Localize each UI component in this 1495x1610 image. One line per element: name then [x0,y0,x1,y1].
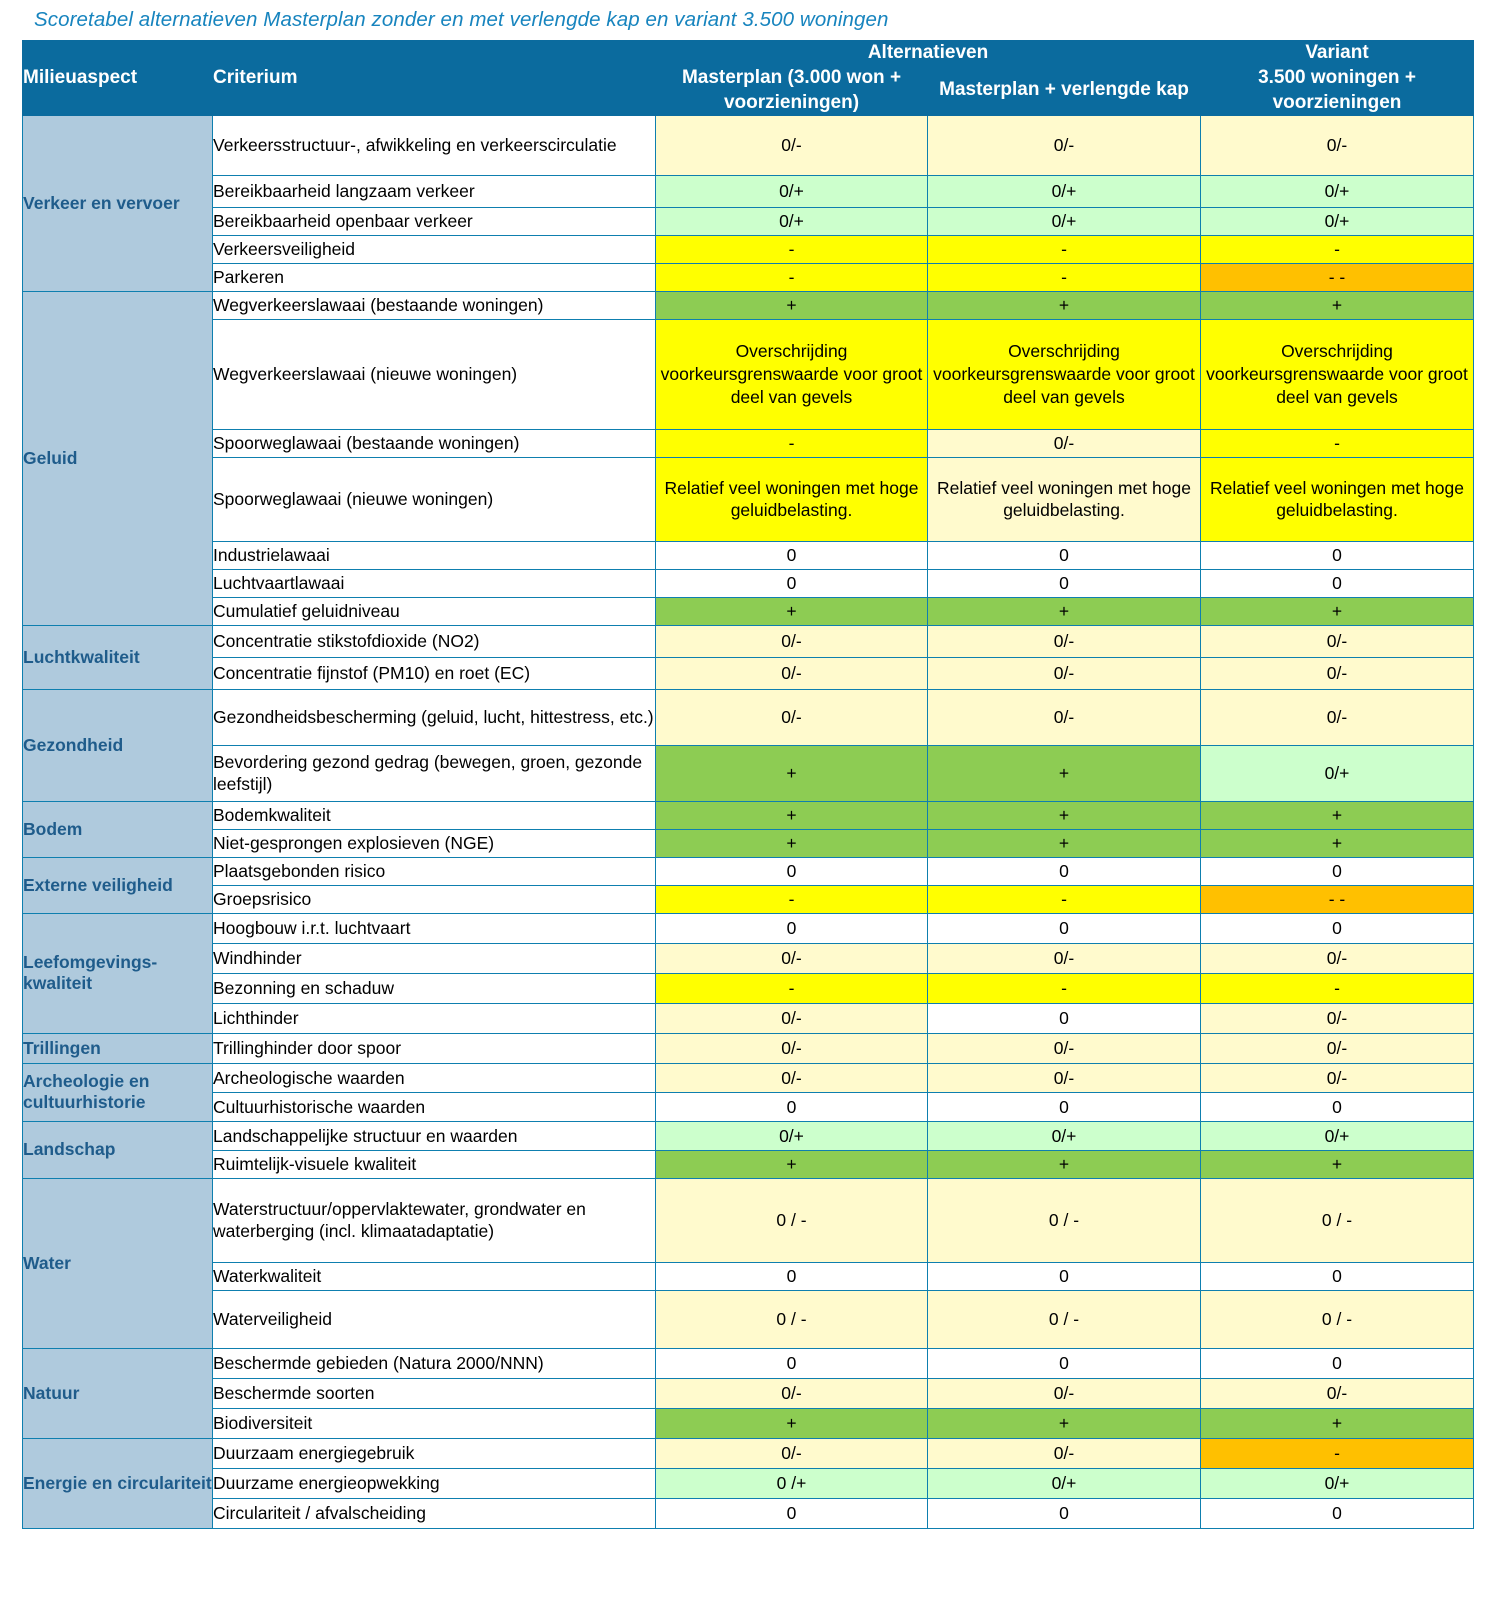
aspect-cell-trillingen: Trillingen [23,1033,213,1063]
criterium-cell: Circulariteit / afvalscheiding [213,1498,656,1528]
criterium-cell: Bezonning en schaduw [213,973,656,1003]
score-cell: Relatief veel woningen met hoge geluidbelasting. [656,457,928,541]
score-cell: 0/- [656,657,928,689]
score-cell: - [656,885,928,913]
aspect-cell-natuur: Natuur [23,1348,213,1438]
table-row [23,1438,1474,1468]
aspect-cell-archeologie-en-cultuurhistorie: Archeologie en cultuurhistorie [23,1063,213,1121]
criterium-cell: Luchtvaartlawaai [213,569,656,597]
score-cell: 0/+ [928,1468,1201,1498]
score-cell: 0 [656,1498,928,1528]
table-row [23,745,1474,801]
score-cell: 0 [1201,1092,1474,1121]
score-cell: Overschrijding voorkeursgrenswaarde voor groot deel van gevels [1201,319,1474,429]
table-row [23,597,1474,625]
criterium-cell: Lichthinder [213,1003,656,1033]
score-cell: 0/- [1201,943,1474,973]
score-cell: 0 [928,913,1201,943]
score-cell: 0 [928,857,1201,885]
score-cell: + [1201,597,1474,625]
criterium-cell: Gezondheidsbescherming (geluid, lucht, hittestress, etc.) [213,689,656,745]
score-cell: 0/+ [656,175,928,207]
table-row [23,625,1474,657]
score-cell: 0 / - [1201,1178,1474,1262]
criterium-cell: Wegverkeerslawaai (bestaande woningen) [213,291,656,319]
scoretabel [22,40,1474,1529]
score-cell: 0/- [656,689,928,745]
score-cell: 0/- [928,689,1201,745]
criterium-cell: Waterkwaliteit [213,1262,656,1290]
table-row [23,1378,1474,1408]
score-cell: + [928,801,1201,829]
table-row [23,1150,1474,1178]
table-row [23,457,1474,541]
score-cell: 0/- [928,429,1201,457]
score-cell: 0 [656,1262,928,1290]
table-row [23,541,1474,569]
score-cell: 0 [1201,1348,1474,1378]
score-cell: + [1201,801,1474,829]
score-cell: 0/- [656,1033,928,1063]
score-cell: + [1201,1150,1474,1178]
score-cell: 0/- [928,1033,1201,1063]
header-row-group [23,41,1474,66]
criterium-cell: Bodemkwaliteit [213,801,656,829]
criterium-cell: Niet-gesprongen explosieven (NGE) [213,829,656,857]
score-cell: 0 [1201,1262,1474,1290]
table-row [23,1003,1474,1033]
score-cell: 0/+ [1201,1121,1474,1150]
table-row [23,1262,1474,1290]
score-cell: + [656,1408,928,1438]
table-row [23,319,1474,429]
score-cell: + [656,745,928,801]
score-cell: 0 [928,1003,1201,1033]
score-cell: 0 [928,569,1201,597]
aspect-cell-landschap: Landschap [23,1121,213,1178]
table-row [23,429,1474,457]
criterium-cell: Hoogbouw i.r.t. luchtvaart [213,913,656,943]
score-cell: 0/- [1201,1378,1474,1408]
score-cell: 0/+ [656,1121,928,1150]
score-cell: 0/- [928,1438,1201,1468]
score-cell: 0 [656,857,928,885]
score-cell: 0/+ [656,207,928,235]
score-cell: 0/- [1201,1063,1474,1092]
table-row [23,801,1474,829]
score-cell: 0/- [656,625,928,657]
table-row [23,1092,1474,1121]
aspect-cell-leefomgevings-kwaliteit: Leefomgevings-kwaliteit [23,913,213,1033]
table-row [23,943,1474,973]
score-cell: - [928,235,1201,263]
criterium-cell: Concentratie fijnstof (PM10) en roet (EC) [213,657,656,689]
score-cell: 0/- [656,943,928,973]
criterium-cell: Bereikbaarheid openbaar verkeer [213,207,656,235]
score-cell: Relatief veel woningen met hoge geluidbelasting. [1201,457,1474,541]
criterium-cell: Spoorweglawaai (nieuwe woningen) [213,457,656,541]
criterium-cell: Groepsrisico [213,885,656,913]
table-row [23,175,1474,207]
score-cell: Overschrijding voorkeursgrenswaarde voor groot deel van gevels [656,319,928,429]
header-group-alternatieven: Alternatieven [656,41,1201,66]
criterium-cell: Parkeren [213,263,656,291]
score-cell: 0/- [656,1378,928,1408]
criterium-cell: Duurzame energieopwekking [213,1468,656,1498]
score-cell: 0/- [656,115,928,175]
score-cell: - - [1201,885,1474,913]
score-cell: + [928,597,1201,625]
score-cell: 0 / - [928,1290,1201,1348]
score-cell: 0/+ [1201,745,1474,801]
table-row [23,1290,1474,1348]
score-cell: 0 [656,541,928,569]
score-cell: 0/+ [1201,207,1474,235]
score-cell: 0/+ [928,207,1201,235]
score-cell: 0/- [656,1438,928,1468]
header-col-masterplan-verlengde-kap: Masterplan + verlengde kap [928,66,1201,116]
criterium-cell: Wegverkeerslawaai (nieuwe woningen) [213,319,656,429]
score-cell: 0 [1201,857,1474,885]
score-cell: - [656,429,928,457]
score-cell: 0 / - [656,1178,928,1262]
criterium-cell: Bereikbaarheid langzaam verkeer [213,175,656,207]
score-cell: - - [1201,263,1474,291]
header-col-masterplan-3000: Masterplan (3.000 won + voorzieningen) [656,66,928,116]
score-cell: + [928,1408,1201,1438]
aspect-cell-geluid: Geluid [23,291,213,625]
score-cell: + [656,597,928,625]
table-row [23,263,1474,291]
score-cell: 0 [928,1092,1201,1121]
score-cell: 0 [1201,569,1474,597]
table-row [23,1348,1474,1378]
score-cell: 0/- [1201,657,1474,689]
table-row [23,1468,1474,1498]
header-criterium: Criterium [213,41,656,116]
header-col-variant-3500: 3.500 woningen + voorzieningen [1201,66,1474,116]
criterium-cell: Waterveiligheid [213,1290,656,1348]
score-cell: 0 [1201,1498,1474,1528]
score-cell: + [656,291,928,319]
table-row [23,689,1474,745]
score-cell: 0/- [1201,115,1474,175]
criterium-cell: Duurzaam energiegebruik [213,1438,656,1468]
score-cell: 0 [1201,913,1474,943]
score-cell: 0 [1201,541,1474,569]
score-cell: 0/- [1201,625,1474,657]
score-cell: 0/- [928,115,1201,175]
criterium-cell: Bevordering gezond gedrag (bewegen, groen, gezonde leefstijl) [213,745,656,801]
table-row [23,1121,1474,1150]
score-cell: 0/- [1201,1003,1474,1033]
score-cell: - [928,885,1201,913]
score-cell: 0/- [928,1063,1201,1092]
score-cell: 0 / - [656,1290,928,1348]
criterium-cell: Industrielawaai [213,541,656,569]
criterium-cell: Beschermde gebieden (Natura 2000/NNN) [213,1348,656,1378]
score-cell: + [1201,291,1474,319]
score-cell: 0/+ [1201,175,1474,207]
score-cell: - [1201,973,1474,1003]
criterium-cell: Plaatsgebonden risico [213,857,656,885]
table-header [23,41,1474,116]
score-cell: - [1201,429,1474,457]
table-row [23,569,1474,597]
criterium-cell: Landschappelijke structuur en waarden [213,1121,656,1150]
table-row [23,291,1474,319]
score-cell: - [1201,235,1474,263]
table-body [23,115,1474,1528]
score-cell: - [928,973,1201,1003]
aspect-cell-verkeer-en-vervoer: Verkeer en vervoer [23,115,213,291]
table-row [23,913,1474,943]
table-row [23,885,1474,913]
table-row [23,973,1474,1003]
criterium-cell: Cultuurhistorische waarden [213,1092,656,1121]
score-cell: 0 [656,1348,928,1378]
aspect-cell-luchtkwaliteit: Luchtkwaliteit [23,625,213,689]
score-cell: + [928,745,1201,801]
criterium-cell: Verkeersveiligheid [213,235,656,263]
score-cell: 0/+ [928,175,1201,207]
score-cell: - [1201,1438,1474,1468]
score-cell: - [928,263,1201,291]
table-row [23,1063,1474,1092]
score-cell: 0/- [1201,689,1474,745]
aspect-cell-bodem: Bodem [23,801,213,857]
score-cell: 0/+ [928,1121,1201,1150]
table-row [23,1033,1474,1063]
score-cell: 0/- [656,1003,928,1033]
score-cell: 0 [656,1092,928,1121]
score-cell: 0 [928,1262,1201,1290]
score-cell: + [1201,829,1474,857]
score-cell: 0 / - [1201,1290,1474,1348]
criterium-cell: Archeologische waarden [213,1063,656,1092]
criterium-cell: Biodiversiteit [213,1408,656,1438]
table-row [23,829,1474,857]
table-caption: Scoretabel alternatieven Masterplan zonder en met verlengde kap en variant 3.500 woningen [34,8,889,31]
aspect-cell-gezondheid: Gezondheid [23,689,213,801]
score-cell: 0 [928,1348,1201,1378]
score-cell: 0/- [1201,1033,1474,1063]
criterium-cell: Waterstructuur/oppervlaktewater, grondwater en waterberging (incl. klimaatadaptatie) [213,1178,656,1262]
table-row [23,1498,1474,1528]
table-row [23,857,1474,885]
score-cell: 0/- [928,943,1201,973]
aspect-cell-energie-en-circulariteit: Energie en circulariteit [23,1438,213,1528]
aspect-cell-externe-veiligheid: Externe veiligheid [23,857,213,913]
table-row [23,657,1474,689]
criterium-cell: Windhinder [213,943,656,973]
score-cell: - [656,263,928,291]
score-cell: 0 /+ [656,1468,928,1498]
score-cell: 0 [928,541,1201,569]
table-row [23,1178,1474,1262]
table-row [23,1408,1474,1438]
score-cell: 0/+ [1201,1468,1474,1498]
table-row [23,207,1474,235]
score-cell: Relatief veel woningen met hoge geluidbelasting. [928,457,1201,541]
score-cell: 0/- [656,1063,928,1092]
score-cell: Overschrijding voorkeursgrenswaarde voor groot deel van gevels [928,319,1201,429]
score-cell: - [656,973,928,1003]
criterium-cell: Beschermde soorten [213,1378,656,1408]
score-cell: 0 [928,1498,1201,1528]
score-cell: + [928,1150,1201,1178]
header-milieuaspect: Milieuaspect [23,41,213,116]
aspect-cell-water: Water [23,1178,213,1348]
score-cell: 0 [656,913,928,943]
table-row [23,235,1474,263]
table-row [23,115,1474,175]
criterium-cell: Verkeersstructuur-, afwikkeling en verkeerscirculatie [213,115,656,175]
criterium-cell: Cumulatief geluidniveau [213,597,656,625]
criterium-cell: Ruimtelijk-visuele kwaliteit [213,1150,656,1178]
score-cell: 0/- [928,657,1201,689]
header-group-variant: Variant [1201,41,1474,66]
score-cell: + [656,1150,928,1178]
criterium-cell: Trillinghinder door spoor [213,1033,656,1063]
score-cell: + [928,291,1201,319]
score-cell: + [656,829,928,857]
score-cell: 0 [656,569,928,597]
score-cell: 0/- [928,625,1201,657]
criterium-cell: Spoorweglawaai (bestaande woningen) [213,429,656,457]
score-cell: - [656,235,928,263]
score-cell: + [656,801,928,829]
score-cell: 0/- [928,1378,1201,1408]
score-cell: 0 / - [928,1178,1201,1262]
criterium-cell: Concentratie stikstofdioxide (NO2) [213,625,656,657]
score-cell: + [928,829,1201,857]
score-cell: + [1201,1408,1474,1438]
